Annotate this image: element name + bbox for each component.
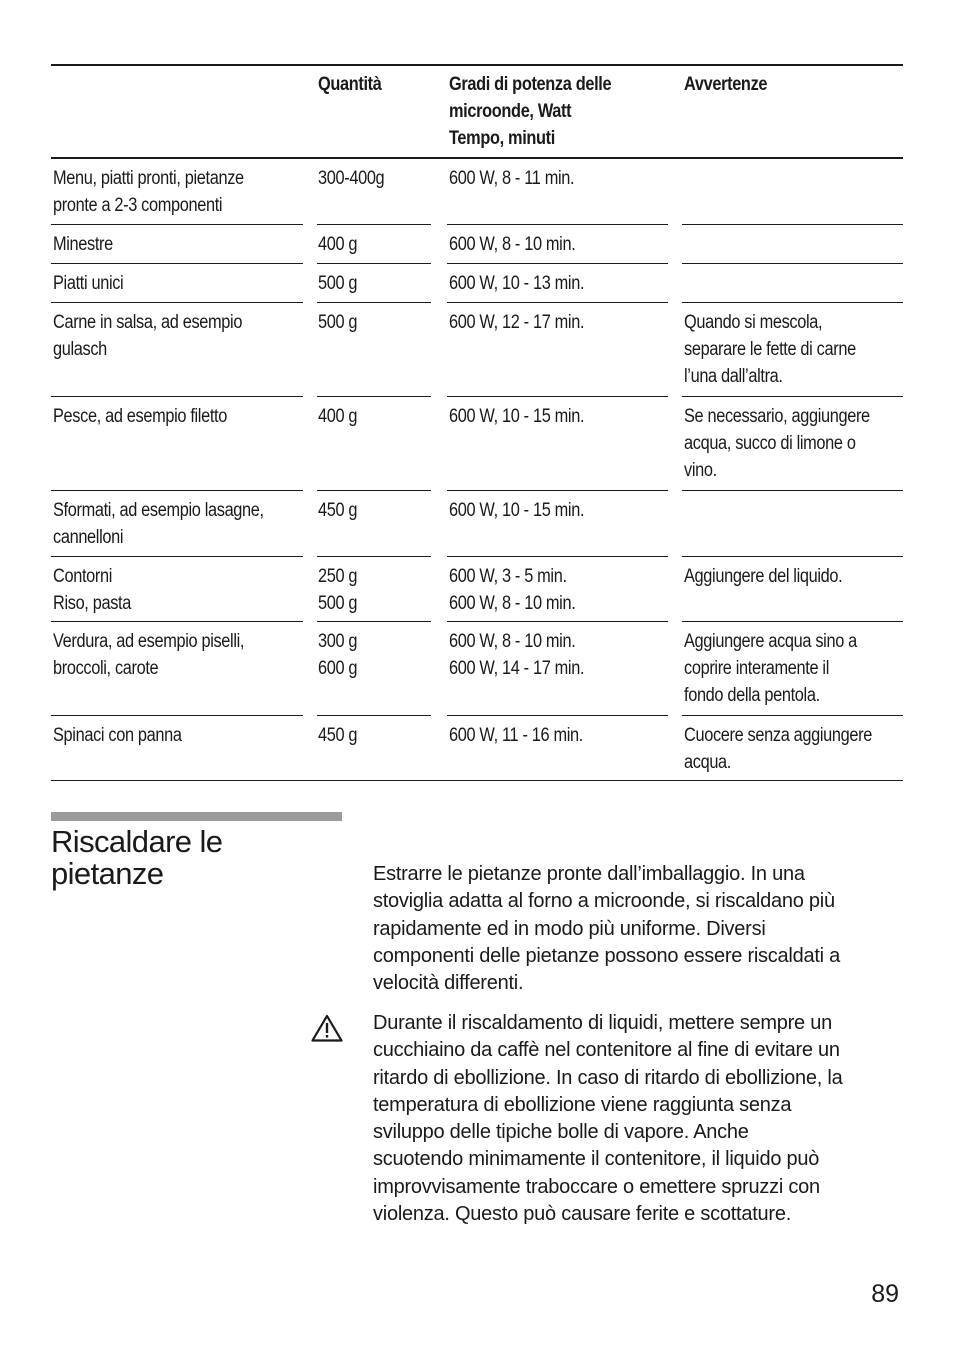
cell-food-line: Sformati, ad esempio lasagne, — [53, 500, 264, 521]
cell-power-time — [447, 264, 668, 303]
cell-power-time — [447, 397, 668, 491]
cell-power-time-line: 600 W, 14 - 17 min. — [448, 658, 584, 679]
cell-power-time — [447, 557, 668, 622]
warning-paragraph — [373, 1010, 907, 1228]
paragraph-line: Estrarre le pietanze pronte dall’imballaggio. In una — [373, 863, 805, 885]
header-power-line: microonde, Watt — [448, 101, 571, 122]
cell-food-line: Contorni — [53, 566, 113, 587]
cell-food-line: Piatti unici — [53, 273, 124, 294]
header-food — [51, 66, 303, 157]
cell-notes-line: Aggiungere acqua sino a — [683, 631, 857, 652]
cell-food — [51, 491, 303, 557]
cell-quantity — [317, 397, 431, 491]
cell-food — [51, 264, 303, 303]
cell-food-line: pronte a 2-3 componenti — [53, 195, 223, 216]
cell-power-time — [447, 159, 668, 225]
cell-food-line: gulasch — [53, 339, 107, 360]
cell-food-line: Carne in salsa, ad esempio — [53, 312, 243, 333]
cell-notes-line: coprire interamente il — [683, 658, 829, 679]
header-power-line: Tempo, minuti — [448, 128, 555, 149]
cell-power-time-line: 600 W, 8 - 10 min. — [448, 631, 576, 652]
cell-quantity — [317, 225, 431, 264]
cell-quantity — [317, 491, 431, 557]
paragraph-line: scuotendo minimamente il contenitore, il liquido può — [373, 1148, 820, 1171]
cell-notes-line: separare le fette di carne — [683, 339, 856, 360]
table-row — [51, 159, 903, 225]
cell-food — [51, 557, 303, 622]
cell-notes-line: fondo della pentola. — [683, 685, 820, 706]
cell-food — [51, 225, 303, 264]
cell-quantity-line: 400 g — [317, 234, 357, 255]
section-title-line: Riscaldare le — [51, 824, 223, 859]
cell-food — [51, 716, 303, 780]
cell-power-time-line: 600 W, 12 - 17 min. — [448, 312, 584, 333]
header-quantity — [317, 66, 431, 157]
header-power-time — [447, 66, 668, 157]
paragraph-line: improvvisamente traboccare o emettere spruzzi con — [373, 1175, 820, 1198]
cell-quantity — [317, 159, 431, 225]
cell-power-time — [447, 303, 668, 397]
cell-quantity-line: 300-400g — [317, 168, 384, 189]
table-row — [51, 491, 903, 557]
cell-notes-line: Quando si mescola, — [683, 312, 823, 333]
cell-notes — [682, 716, 903, 780]
cell-food-line: Menu, piatti pronti, pietanze — [53, 168, 244, 189]
cell-power-time — [447, 225, 668, 264]
cell-food-line: cannelloni — [53, 527, 124, 548]
paragraph-line: rapidamente ed in modo più uniforme. Diversi — [373, 917, 766, 940]
cell-power-time — [447, 491, 668, 557]
cell-notes-line: Se necessario, aggiungere — [683, 406, 870, 427]
cell-quantity — [317, 622, 431, 716]
cell-power-time-line: 600 W, 3 - 5 min. — [448, 566, 567, 587]
table-row — [51, 225, 903, 264]
section-marker-bar — [51, 812, 342, 821]
paragraph-line: cucchiaino da caffè nel contenitore al fine di evitare un — [373, 1039, 840, 1062]
cell-food-line: broccoli, carote — [53, 658, 159, 679]
paragraph-line: sviluppo delle tipiche bolle di vapore. Anche — [373, 1121, 749, 1144]
cell-notes — [682, 557, 903, 622]
cell-quantity-line: 600 g — [317, 658, 357, 679]
section-title — [51, 826, 351, 890]
cell-notes — [682, 622, 903, 716]
cell-notes-line: Aggiungere del liquido. — [683, 566, 843, 587]
table-row — [51, 622, 903, 716]
cell-quantity-line: 250 g — [317, 566, 357, 587]
table-header-row — [51, 66, 903, 159]
cell-quantity-line: 300 g — [317, 631, 357, 652]
cell-power-time-line: 600 W, 11 - 16 min. — [448, 725, 583, 746]
cell-notes — [682, 225, 903, 264]
cell-power-time-line: 600 W, 10 - 15 min. — [448, 406, 584, 427]
section-title-line: pietanze — [51, 856, 164, 891]
cell-power-time-line: 600 W, 8 - 10 min. — [448, 234, 576, 255]
cell-food-line: Pesce, ad esempio filetto — [53, 406, 227, 427]
cell-food — [51, 622, 303, 716]
table-row — [51, 557, 903, 622]
table-bottom-rule — [51, 780, 903, 781]
cell-power-time-line: 600 W, 8 - 10 min. — [448, 593, 576, 614]
cell-quantity — [317, 303, 431, 397]
cell-notes-line: Cuocere senza aggiungere — [683, 725, 872, 746]
cooking-table — [51, 64, 903, 781]
cell-food — [51, 303, 303, 397]
cell-quantity-line: 500 g — [317, 312, 357, 333]
paragraph-line: temperatura di ebollizione viene raggiunta senza — [373, 1093, 792, 1116]
cell-notes — [682, 264, 903, 303]
cell-power-time — [447, 622, 668, 716]
cell-quantity-line: 450 g — [317, 725, 357, 746]
table-row — [51, 264, 903, 303]
cell-notes-line: l’una dall’altra. — [683, 366, 783, 387]
cell-power-time-line: 600 W, 8 - 11 min. — [448, 168, 574, 189]
cell-quantity — [317, 557, 431, 622]
cell-notes — [682, 159, 903, 225]
cell-notes-line: acqua. — [683, 752, 731, 773]
table-body — [51, 159, 903, 780]
cell-food-line: Minestre — [53, 234, 113, 255]
cell-quantity — [317, 264, 431, 303]
cell-quantity-line: 500 g — [317, 273, 357, 294]
paragraph-line: Durante il riscaldamento di liquidi, mettere sempre un — [373, 1012, 832, 1034]
paragraph-line: componenti delle pietanze possono essere riscaldati a — [373, 944, 841, 967]
cell-food-line: Spinaci con panna — [53, 725, 182, 746]
cell-notes — [682, 397, 903, 491]
table-row — [51, 303, 903, 397]
table-row — [51, 397, 903, 491]
paragraph-line: violenza. Questo può causare ferite e scottature. — [373, 1203, 791, 1226]
header-notes-line: Avvertenze — [683, 74, 767, 95]
cell-food-line: Verdura, ad esempio piselli, — [53, 631, 245, 652]
header-quantity-line: Quantità — [317, 74, 382, 95]
cell-food-line: Riso, pasta — [53, 593, 131, 614]
cell-notes-line: vino. — [683, 460, 717, 481]
warning-triangle-icon — [311, 1014, 343, 1042]
header-notes — [682, 66, 903, 157]
cell-food — [51, 159, 303, 225]
cell-quantity-line: 500 g — [317, 593, 357, 614]
paragraph-line: ritardo di ebollizione. In caso di ritardo di ebollizione, la — [373, 1066, 843, 1089]
header-power-line: Gradi di potenza delle — [448, 74, 611, 95]
cell-notes — [682, 491, 903, 557]
cell-quantity-line: 450 g — [317, 500, 357, 521]
table-row — [51, 716, 903, 780]
paragraph-line: velocità differenti. — [373, 972, 524, 995]
intro-paragraph — [373, 861, 907, 997]
cell-power-time — [447, 716, 668, 780]
cell-power-time-line: 600 W, 10 - 13 min. — [448, 273, 584, 294]
cell-notes-line: acqua, succo di limone o — [683, 433, 856, 454]
page-number: 89 — [871, 1280, 899, 1308]
cell-power-time-line: 600 W, 10 - 15 min. — [448, 500, 584, 521]
cell-notes — [682, 303, 903, 397]
cell-food — [51, 397, 303, 491]
cell-quantity — [317, 716, 431, 780]
cell-quantity-line: 400 g — [317, 406, 357, 427]
paragraph-line: stoviglia adatta al forno a microonde, si riscaldano più — [373, 890, 835, 913]
